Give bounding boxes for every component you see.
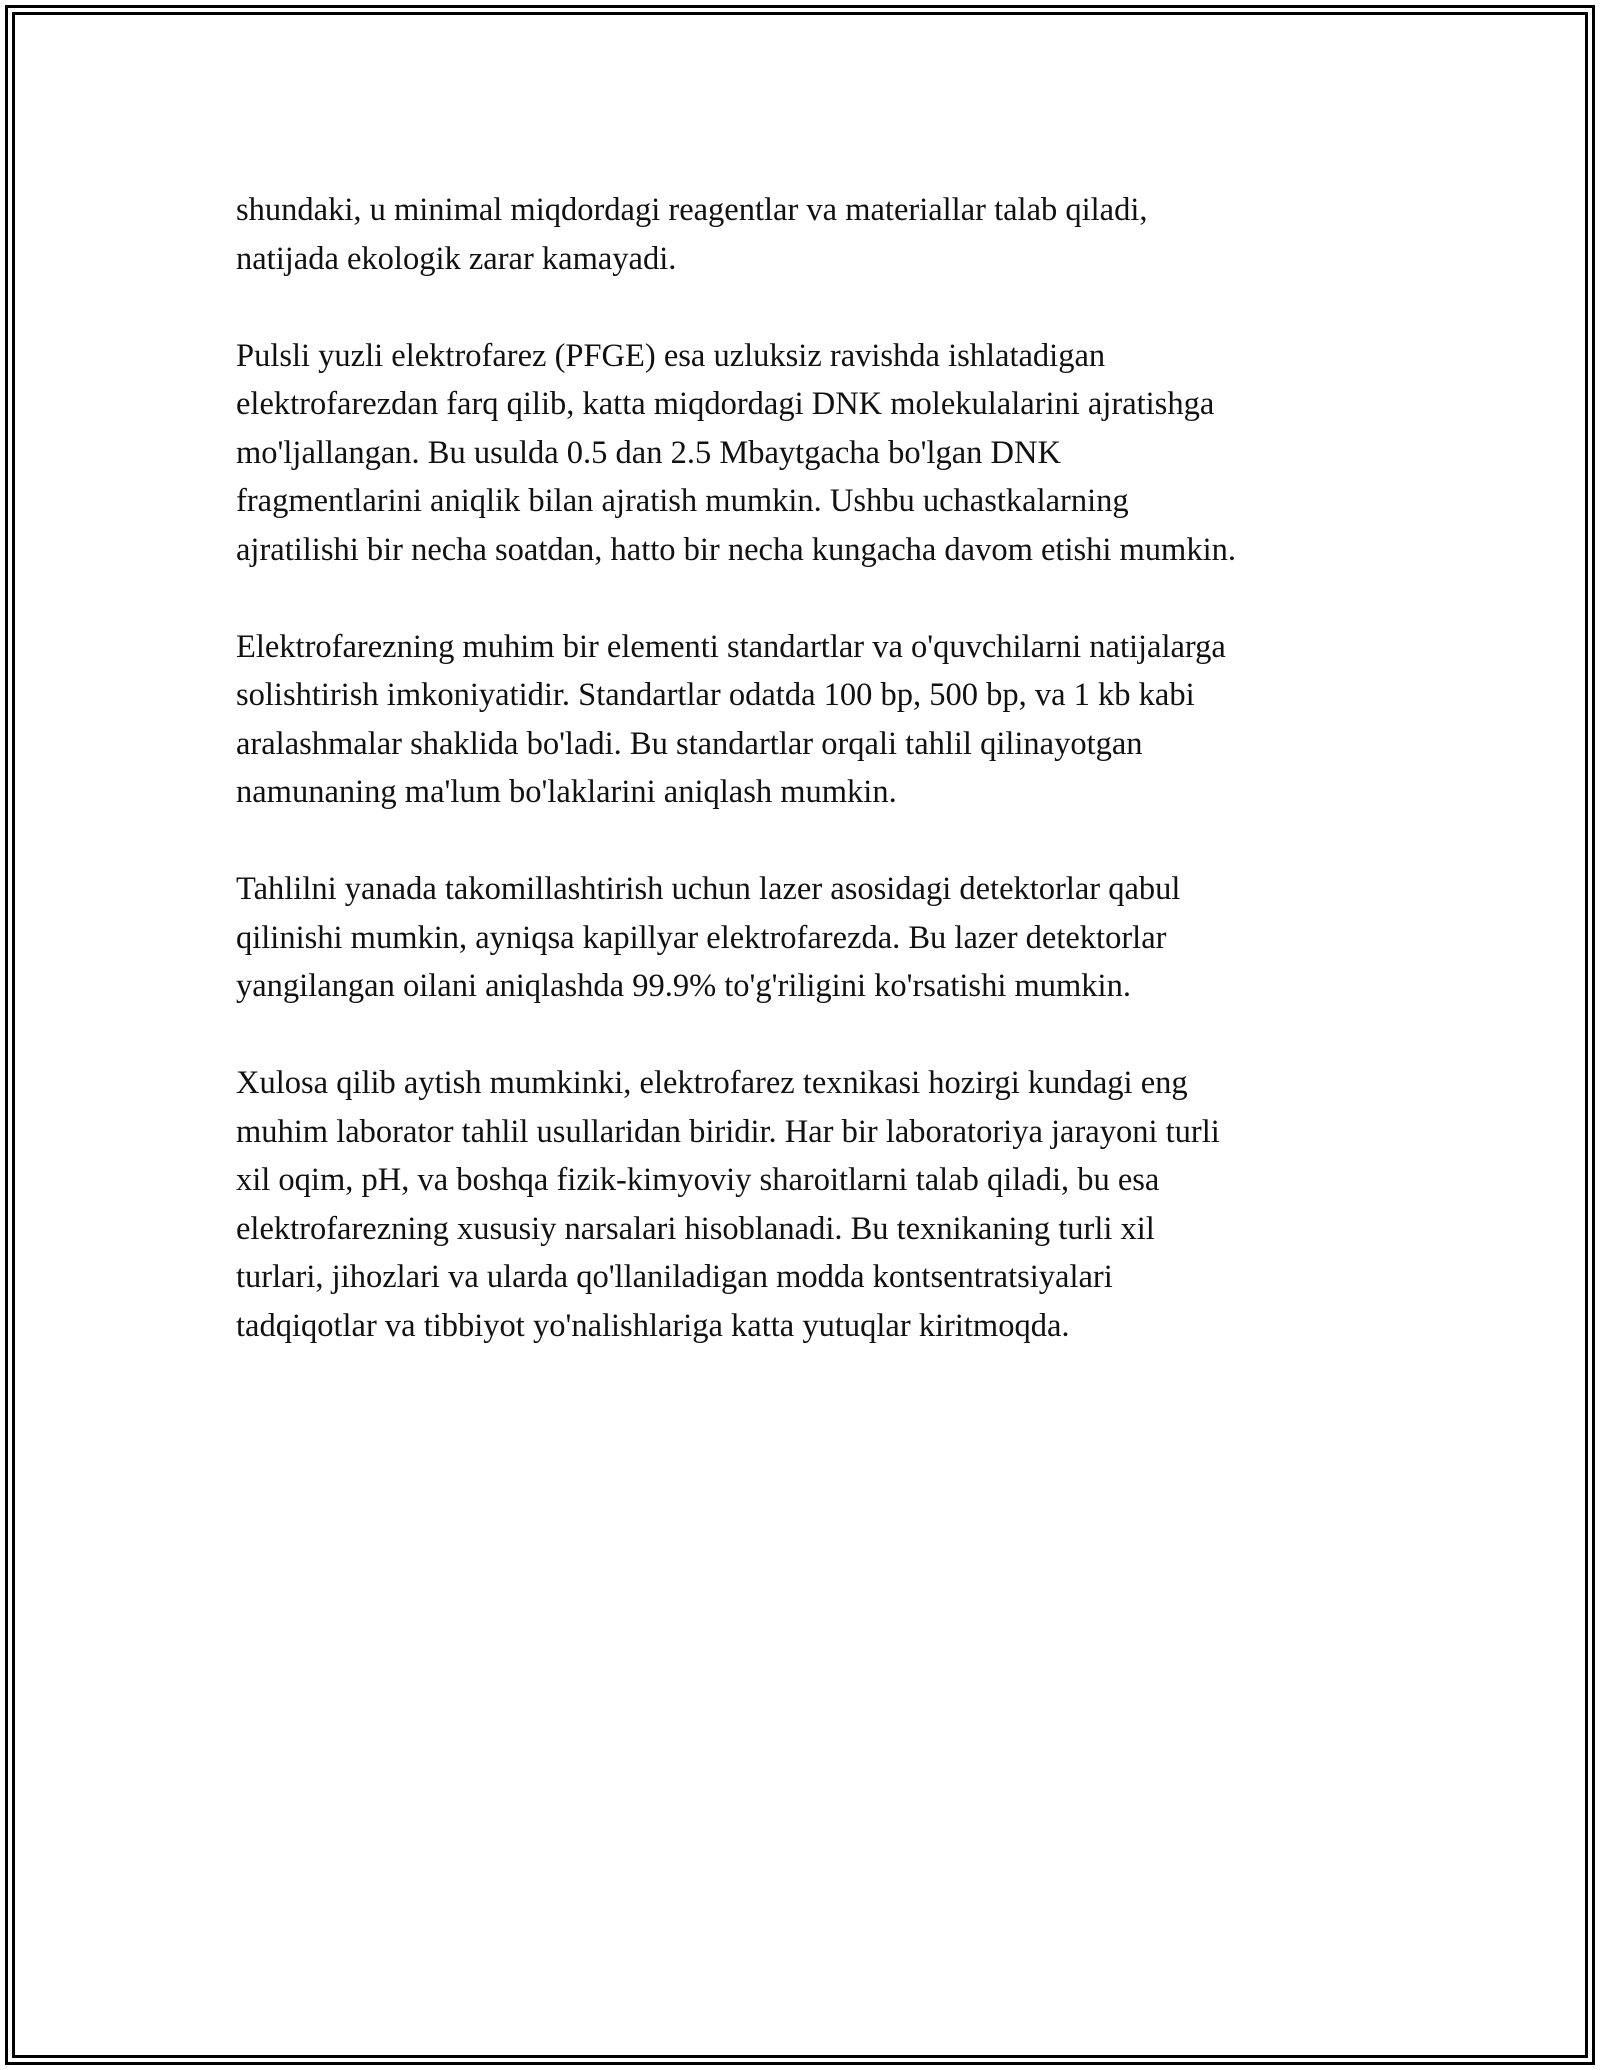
text-line: Tahlilni yanada takomillashtirish uchun lazer asosidagi detektorlar qabul bbox=[236, 871, 1181, 907]
text-line: natijada ekologik zarar kamayadi. bbox=[236, 240, 677, 277]
paragraph-2 bbox=[236, 332, 1396, 575]
text-line: shundaki, u minimal miqdordagi reagentlar va materiallar talab qiladi, bbox=[236, 192, 1148, 228]
text-line: mo'ljallangan. Bu usulda 0.5 dan 2.5 Mbaytgacha bo'lgan DNK bbox=[236, 434, 1061, 471]
text-line: Xulosa qilib aytish mumkinki, elektrofarez texnikasi hozirgi kundagi eng bbox=[236, 1065, 1188, 1101]
text-line: namunaning ma'lum bo'laklarini aniqlash mumkin. bbox=[236, 774, 897, 810]
paragraph-1 bbox=[236, 186, 1396, 283]
text-line: solishtirish imkoniyatidir. Standartlar odatda 100 bp, 500 bp, va 1 kb kabi bbox=[236, 677, 1195, 713]
text-line: fragmentlarini aniqlik bilan ajratish mumkin. Ushbu uchastkalarning bbox=[236, 483, 1129, 519]
text-line: muhim laborator tahlil usullaridan biridir. Har bir laboratoriya jarayoni turli bbox=[236, 1113, 1220, 1150]
text-line: elektrofarezdan farq qilib, katta miqdordagi DNK molekulalarini ajratishga bbox=[236, 386, 1215, 422]
text-line: Elektrofarezning muhim bir elementi standartlar va o'quvchilarni natijalarga bbox=[236, 628, 1226, 665]
paragraph-4 bbox=[236, 865, 1396, 1011]
text-line: aralashmalar shaklida bo'ladi. Bu standartlar orqali tahlil qilinayotgan bbox=[236, 725, 1143, 762]
text-line: tadqiqotlar va tibbiyot yo'nalishlariga katta yutuqlar kiritmoqda. bbox=[236, 1307, 1070, 1344]
document-body bbox=[236, 186, 1396, 1399]
text-line: elektrofarezning xususiy narsalari hisoblanadi. Bu texnikaning turli xil bbox=[236, 1210, 1155, 1247]
text-line: Pulsli yuzli elektrofarez (PFGE) esa uzluksiz ravishda ishlatadigan bbox=[236, 337, 1106, 374]
text-line: turlari, jihozlari va ularda qo'llaniladigan modda kontsentratsiyalari bbox=[236, 1259, 1113, 1295]
text-line: qilinishi mumkin, ayniqsa kapillyar elektrofarezda. Bu lazer detektorlar bbox=[236, 919, 1167, 956]
paragraph-3 bbox=[236, 623, 1396, 817]
paragraph-5 bbox=[236, 1059, 1396, 1350]
text-line: ajratilishi bir necha soatdan, hatto bir necha kungacha davom etishi mumkin. bbox=[236, 531, 1236, 568]
text-line: xil oqim, pH, va boshqa fizik-kimyoviy sharoitlarni talab qiladi, bu esa bbox=[236, 1162, 1160, 1198]
text-line: yangilangan oilani aniqlashda 99.9% to'g'riligini ko'rsatishi mumkin. bbox=[236, 968, 1131, 1004]
